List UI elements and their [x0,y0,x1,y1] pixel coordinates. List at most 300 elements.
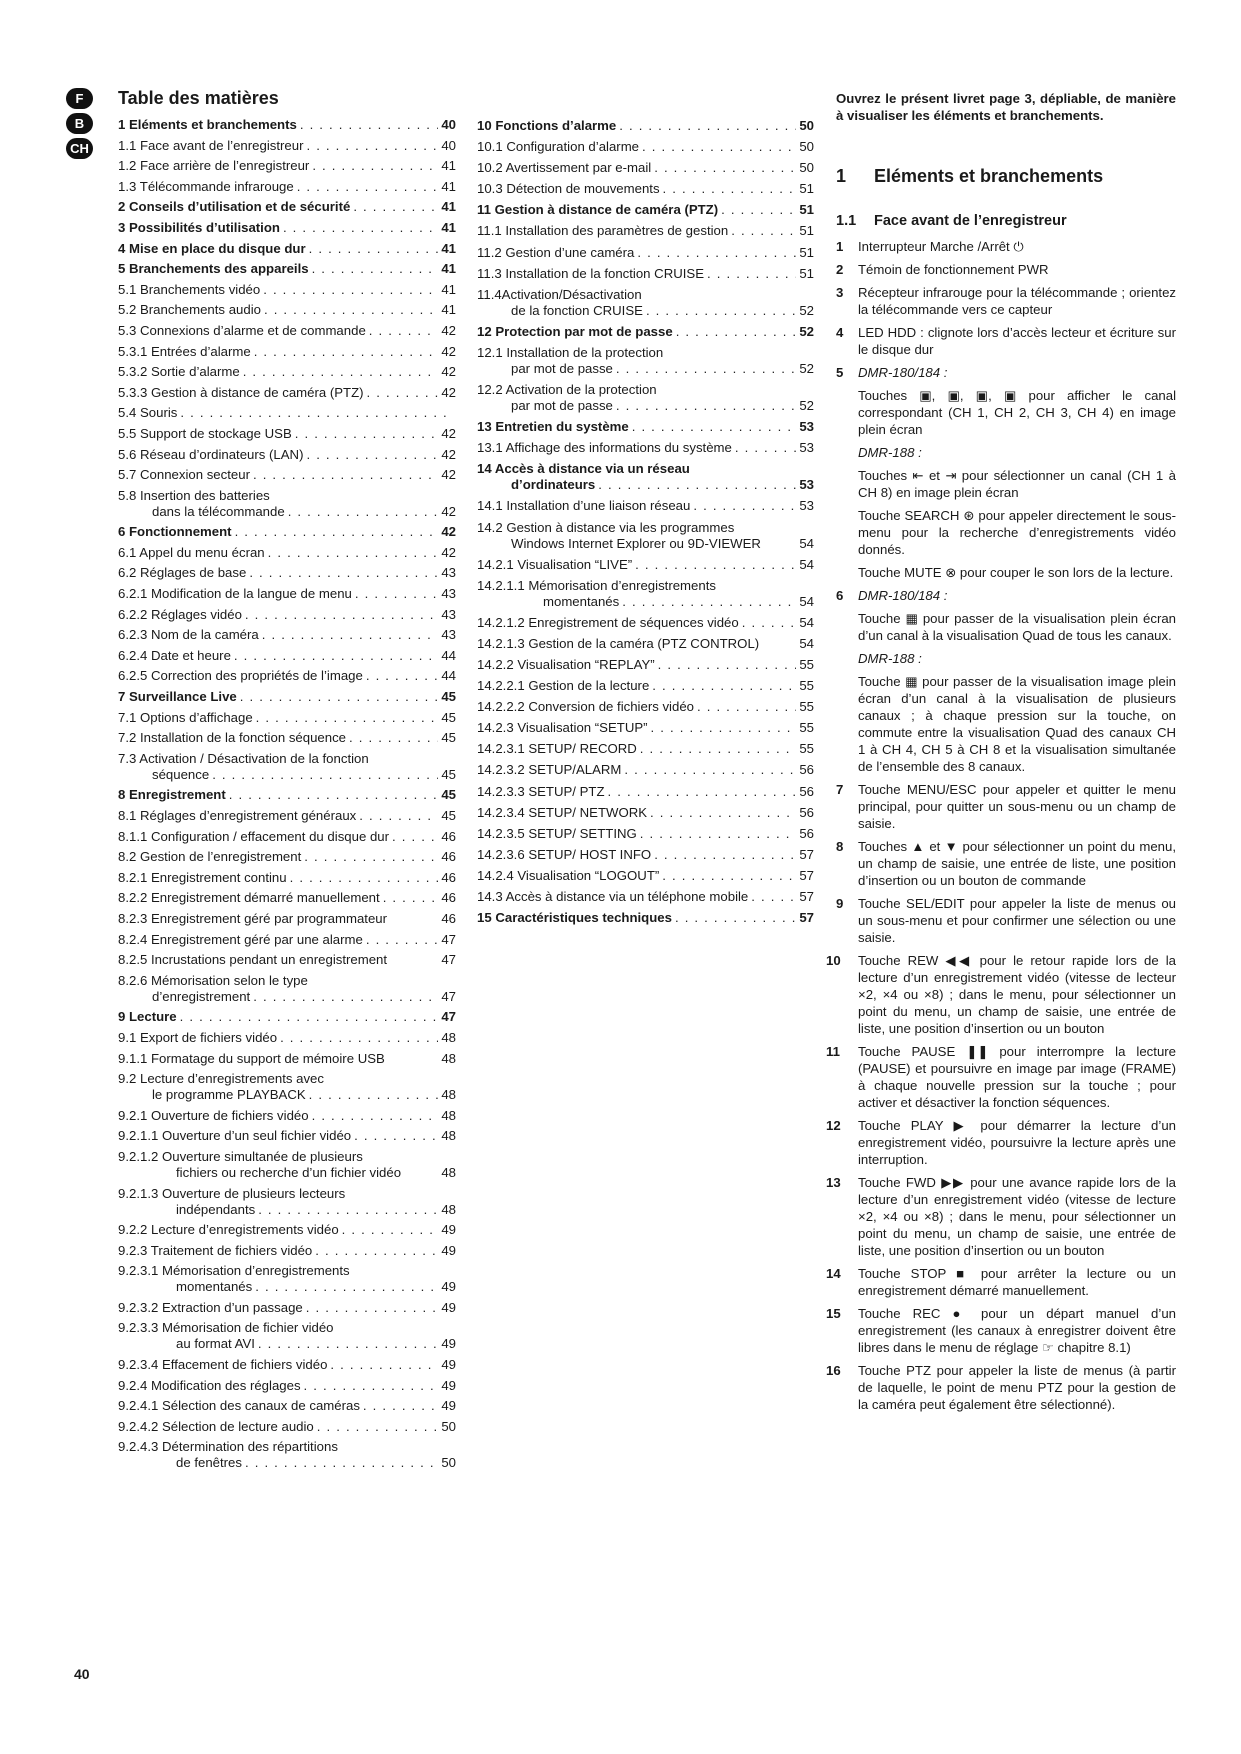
toc-entry-line [118,787,456,803]
toc-entry-page: 49 [441,1377,456,1393]
toc-entry-page: 42 [441,425,456,441]
control-paragraph: DMR-180/184 : [858,588,948,603]
toc-leader-dots [721,202,796,218]
toc-leader-dots [240,689,439,705]
toc-leader-dots [622,594,796,610]
control-paragraph: Touches ⇤ et ⇥ pour sélectionner un canal (CH 1 à CH 8) en image plein écran [858,468,1176,500]
toc-leader-dots [256,710,439,726]
toc-leader-dots [268,545,439,561]
toc-entry [477,287,814,319]
toc-entry-page: 52 [799,302,814,318]
toc-entry-page: 48 [441,1201,456,1217]
toc-entry-page: 49 [441,1336,456,1352]
toc-entry [118,1009,456,1025]
control-description [858,1305,1176,1356]
toc-entry [118,668,456,684]
toc-entry-line [118,1051,456,1067]
toc-entry-text: 9.2.3 Traitement de fichiers vidéo [118,1242,313,1258]
toc-entry-page: 53 [799,477,814,493]
control-description [858,1265,1176,1299]
toc-entry-text: 11 Gestion à distance de caméra (PTZ) [477,202,719,218]
control-number: 3 [836,285,844,300]
toc-entry-text: 4 Mise en place du disque dur [118,240,306,256]
toc-entry-text: 9.2.3.3 Mémorisation de fichier vidéo [118,1320,334,1336]
toc-entry-page: 41 [441,178,456,194]
toc-entry-text: 9.2.4.2 Sélection de lecture audio [118,1418,314,1434]
toc-entry [477,139,814,155]
toc-entry-line [118,504,456,520]
toc-entry-page: 41 [441,261,456,277]
toc-entry-text: 10.1 Configuration d’alarme [477,139,640,155]
toc-entry-line [477,361,814,377]
toc-leader-dots [354,1128,438,1144]
toc-leader-dots [235,524,439,540]
toc-entry-text: 5.3 Connexions d’alarme et de commande [118,322,366,338]
toc-leader-dots [254,344,439,360]
toc-leader-dots [632,419,797,435]
language-badge-b: B [66,113,93,134]
toc-entry [477,440,814,456]
toc-entry [118,1108,456,1124]
toc-leader-dots [637,245,796,261]
toc-entry-text: 14.2.3.1 SETUP/ RECORD [477,741,637,757]
toc-entry-page: 42 [441,467,456,483]
toc-leader-dots [693,498,796,514]
toc-entry-text: 8.2 Gestion de l’enregistrement [118,849,302,865]
toc-entry [477,699,814,715]
toc-entry-page: 57 [799,846,814,862]
toc-entry-page: 43 [441,606,456,622]
toc-entry-text: 8.2.4 Enregistrement géré par une alarme [118,931,363,947]
toc-entry-line [477,398,814,414]
toc-leader-dots [367,385,439,401]
section-column [826,90,1176,1419]
toc-entry [118,199,456,215]
toc-entry-text: 9.2.4 Modification des réglages [118,1377,301,1393]
toc-leader-dots [309,241,439,257]
toc-leader-dots [366,932,438,948]
toc-entry-text: 10.2 Avertissement par e-mail [477,160,652,176]
control-number: 5 [836,365,844,380]
toc-entry-line [118,138,456,154]
toc-entry-line [118,158,456,174]
toc-leader-dots [309,1087,439,1103]
toc-entry-line [477,266,814,282]
toc-entry-line [118,405,456,421]
toc-entry-line [477,557,814,573]
toc-entry-line [118,447,456,463]
toc-entry-line [477,826,814,842]
toc-entry-text: 6.2.2 Réglages vidéo [118,606,242,622]
toc-entry [118,1320,456,1352]
toc-leader-dots [263,282,438,298]
toc-entry-text: séquence [152,766,210,782]
toc-entry-line [118,829,456,845]
toc-entry [118,282,456,298]
toc-entry-text: 14.2.2.1 Gestion de la lecture [477,678,650,694]
control-item [826,1174,1176,1259]
toc-entry-text: 5.3.3 Gestion à distance de caméra (PTZ) [118,384,364,400]
toc-entry-text: 8.2.3 Enregistrement géré par programmateur [118,910,388,926]
toc-entry-page: 51 [799,202,814,218]
toc-entry-text: 9.2.4.1 Sélection des canaux de caméras [118,1398,360,1414]
toc-leader-dots [359,808,438,824]
toc-leader-dots [662,868,796,884]
toc-entry-line [118,1009,456,1025]
toc-entry [118,1398,456,1414]
toc-entry-text: 8 Enregistrement [118,787,226,803]
toc-entry-line [118,261,456,277]
control-item [836,587,1176,775]
toc-entry [477,762,814,778]
toc-entry [118,586,456,602]
section-heading [836,168,1176,185]
toc-entry-text: 6.2 Réglages de base [118,565,247,581]
toc-leader-dots [654,160,796,176]
toc-entry [118,1149,456,1181]
control-item [826,1362,1176,1413]
toc-leader-dots [676,324,797,340]
toc-entry-page: 46 [441,869,456,885]
control-number: 13 [826,1175,841,1190]
toc-entry [477,784,814,800]
toc-entry-page: 53 [799,440,814,456]
toc-entry-page: 51 [799,223,814,239]
toc-entry-text: 9.2.1.1 Ouverture d’un seul fichier vidéo [118,1128,352,1144]
toc-entry-text: par mot de passe [511,398,613,414]
control-description [858,952,1176,1037]
toc-entry-page: 46 [441,828,456,844]
toc-entry-text: 14 Accès à distance via un réseau [477,461,690,477]
toc-entry-text: 5 Branchements des appareils [118,261,309,277]
toc-leader-dots [383,890,439,906]
toc-leader-dots [304,849,438,865]
toc-entry-text: 7.3 Activation / Désactivation de la fonction [118,750,369,766]
toc-entry [118,1071,456,1103]
toc-entry-text: momentanés [543,593,620,609]
toc-entry-text: 14.2.1.1 Mémorisation d’enregistrements [477,577,716,593]
toc-leader-dots [742,615,797,631]
toc-entry-page: 51 [799,244,814,260]
toc-entry [118,1300,456,1316]
toc-leader-dots [675,910,796,926]
toc-leader-dots [608,784,797,800]
toc-leader-dots [234,648,438,664]
control-description [858,238,1176,255]
toc-entry-text: 1.3 Télécommande infrarouge [118,178,294,194]
toc-entry [118,467,456,483]
toc-entry [118,1263,456,1295]
toc-entry-page: 53 [799,419,814,435]
toc-entry-page: 48 [441,1087,456,1103]
toc-entry-page: 55 [799,720,814,736]
control-number: 6 [836,588,844,603]
control-description [858,324,1176,358]
toc-entry-text: 1 Eléments et branchements [118,117,297,132]
toc-entry-text: 13 Entretien du système [477,419,629,435]
toc-leader-dots [640,741,797,757]
toc-entry-text: 11.1 Installation des paramètres de gestion [477,223,729,239]
toc-entry-line [118,767,456,783]
toc-entry-page: 47 [441,1009,456,1025]
toc-entry [118,607,456,623]
toc-entry-page: 41 [441,219,456,235]
toc-entry-line [118,870,456,886]
control-number: 12 [826,1118,841,1133]
toc-entry-line [118,1243,456,1259]
control-item [836,895,1176,946]
toc-entry [477,202,814,218]
toc-entry-line [118,241,456,257]
toc-entry-text: 5.7 Connexion secteur [118,467,250,483]
toc-entry [118,261,456,277]
control-number: 8 [836,839,844,854]
toc-leader-dots [598,477,796,493]
toc-entry [477,324,814,340]
toc-leader-dots [735,440,796,456]
toc-entry-line [118,179,456,195]
toc-entry-page: 50 [441,1455,456,1471]
toc-entry-text: Windows Internet Explorer ou 9D-VIEWER [511,535,761,551]
toc-entry-page: 43 [441,565,456,581]
toc-entry-line [477,720,814,736]
toc-entry [118,344,456,360]
toc-entry-text: 14.2.3.5 SETUP/ SETTING [477,825,637,841]
control-item [826,1265,1176,1299]
toc-entry-page: 54 [799,535,814,551]
control-item [826,952,1176,1037]
toc-entry [477,118,814,134]
toc-entry-text: 14.2.3.6 SETUP/ HOST INFO [477,846,652,862]
language-badges [66,88,94,163]
control-paragraph: Touches ▣, ▣, ▣, ▣ pour afficher le canal correspondant (CH 1, CH 2, CH 3, CH 4) en image plein écran [858,388,1176,437]
toc-entry [477,720,814,736]
toc-leader-dots [353,199,438,215]
toc-leader-dots [369,323,439,339]
control-paragraph: LED HDD : clignote lors d’accès lecteur et écriture sur le disque dur [858,325,1176,357]
toc-entry [118,447,456,463]
toc-entry [477,223,814,239]
toc-entry-page: 47 [441,988,456,1004]
toc-entry-line [477,594,814,610]
toc-entry-text: 5.1 Branchements vidéo [118,281,261,297]
toc-entry [118,158,456,174]
toc-entry [118,364,456,380]
toc-entry-page: 54 [799,556,814,572]
toc-entry-page: 41 [441,199,456,215]
toc-entry-page: 52 [799,360,814,376]
toc-entry-text: de fenêtres [176,1455,242,1471]
toc-leader-dots [635,557,796,573]
toc-entry [118,849,456,865]
toc-entry-page: 54 [799,593,814,609]
toc-entry-page: 45 [441,689,456,705]
toc-entry-line [477,245,814,261]
control-item [836,838,1176,889]
toc-leader-dots [312,261,439,277]
toc-entry-line [477,657,814,673]
toc-entry-line [118,1336,456,1352]
toc-entry [118,241,456,257]
subsection-number: 1.1 [836,213,857,229]
toc-leader-dots [290,870,439,886]
toc-entry-text: 14.2.1.2 Enregistrement de séquences vidéo [477,614,739,630]
toc-entry-text: 9.1 Export de fichiers vidéo [118,1029,278,1045]
toc-entry-page: 43 [441,627,456,643]
toc-leader-dots [180,1009,439,1025]
toc-entry-text: 8.2.1 Enregistrement continu [118,869,287,885]
toc-entry-text: d’enregistrement [152,988,251,1004]
toc-leader-dots [306,1300,439,1316]
toc-entry-line [118,849,456,865]
toc-entry-text: 9.2 Lecture d’enregistrements avec [118,1071,324,1087]
toc-title: Table des matières [118,88,279,108]
toc-entry-line [118,911,456,927]
toc-entry [118,1439,456,1471]
toc-entry-line [118,1378,456,1394]
toc-entry-line [477,181,814,197]
toc-entry-text: 8.2.6 Mémorisation selon le type [118,972,308,988]
control-paragraph: Touche PLAY ▶ pour démarrer la lecture d’un enregistrement vidéo, poursuivre la lecture après une interruption. [858,1118,1176,1167]
toc-entry-text: 9 Lecture [118,1009,177,1025]
toc-entry-page: 52 [799,398,814,414]
toc-entry-line [477,223,814,239]
toc-leader-dots [243,364,439,380]
control-paragraph: Touche FWD ▶▶ pour une avance rapide lors de la lecture d’un enregistrement vidéo (vitesse de lecture ×2, ×4 ou ×8) ; dans le menu, pour sélectionner un point du menu, un champ de saisie, une entrée de liste, une position d’insertion ou un bouton [858,1175,1176,1258]
toc-entry [118,787,456,803]
control-paragraph: Touche REC ● pour un départ manuel d’un enregistrement (les canaux à enregistrer doivent être libres dans le menu de réglage ☞ chapitre 8.1) [858,1306,1176,1355]
toc-entry-line [118,952,456,968]
toc-entry [118,730,456,746]
toc-entry-page: 56 [799,762,814,778]
toc-entry-text: 9.2.3.4 Effacement de fichiers vidéo [118,1357,328,1373]
toc-entry [477,160,814,176]
toc-entry-text: 9.2.1.2 Ouverture simultanée de plusieurs [118,1148,363,1164]
toc-entry-text: 5.8 Insertion des batteries [118,487,270,503]
control-item [836,324,1176,358]
toc-entry-page: 42 [441,343,456,359]
toc-entry-text: 9.2.3.2 Extraction d’un passage [118,1299,303,1315]
toc-leader-dots [342,1222,439,1238]
toc-leader-dots [315,1243,438,1259]
toc-entry [477,889,814,905]
toc-leader-dots [297,179,439,195]
toc-entry-page: 50 [799,160,814,176]
toc-entry-line [118,607,456,623]
toc-leader-dots [651,720,797,736]
toc-entry-text: 2 Conseils d’utilisation et de sécurité [118,199,351,215]
toc-entry-line [118,302,456,318]
toc-entry-page: 42 [441,384,456,400]
toc-entry-text: 5.2 Branchements audio [118,302,261,318]
toc-entry-page: 49 [441,1398,456,1414]
toc-leader-dots [264,302,438,318]
toc-entry-text: 12.2 Activation de la protection [477,382,657,398]
toc-entry-text: 11.3 Installation de la fonction CRUISE [477,265,705,281]
toc-entry-line [118,808,456,824]
toc-leader-dots [652,678,796,694]
toc-entry-text: 7.1 Options d’affichage [118,709,253,725]
subsection-title: Face avant de l’enregistreur [874,213,1067,229]
toc-entry-line [477,784,814,800]
toc-leader-dots [258,1336,438,1352]
toc-entry-line [477,805,814,821]
toc-entry-page: 48 [441,1029,456,1045]
toc-entry-text: fichiers ou recherche d’un fichier vidéo [176,1164,402,1180]
toc-entry-text: 6.2.1 Modification de la langue de menu [118,586,352,602]
toc-entry [477,678,814,694]
toc-entry-page: 42 [441,446,456,462]
toc-entry-line [118,890,456,906]
toc-entry [477,847,814,863]
toc-entry-page: 44 [441,647,456,663]
toc-entry-line [118,1357,456,1373]
toc-leader-dots [751,889,796,905]
toc-entry-page: 45 [441,766,456,782]
toc-entry-line [118,565,456,581]
toc-entry [477,636,814,652]
toc-entry [118,911,456,927]
toc-entry [118,648,456,664]
toc-entry-line [118,323,456,339]
toc-entry-text: 3 Possibilités d’utilisation [118,219,280,235]
toc-entry [118,302,456,318]
control-number: 7 [836,782,844,797]
toc-entry-line [118,282,456,298]
toc-entry [477,461,814,493]
toc-entry-page: 55 [799,678,814,694]
toc-entry-page: 56 [799,825,814,841]
toc-leader-dots [245,607,438,623]
toc-entry-line [477,118,814,134]
toc-entry [477,245,814,261]
toc-leader-dots [306,447,438,463]
toc-entry [118,1243,456,1259]
toc-entry-text: 11.4Activation/Désactivation [477,286,642,302]
toc-leader-dots [646,303,796,319]
control-paragraph: Touche SEL/EDIT pour appeler la liste de menus ou un sous-menu et pour confirmer une sélection ou une saisie. [858,896,1176,945]
section-title: Eléments et branchements [874,166,1104,186]
toc-entry-text: 14.2.3 Visualisation “SETUP” [477,720,648,736]
toc-entry-text: 8.2.5 Incrustations pendant un enregistrement [118,952,388,968]
toc-leader-dots [304,1378,439,1394]
toc-entry [118,870,456,886]
toc-entry-text: par mot de passe [511,360,613,376]
toc-entry [118,808,456,824]
toc-leader-dots [355,586,438,602]
toc-entry-page: 50 [799,118,814,133]
toc-entry-text: le programme PLAYBACK [152,1087,306,1103]
control-description [858,781,1176,832]
toc-entry [477,557,814,573]
toc-entry-page: 54 [799,635,814,651]
toc-entry [477,805,814,821]
toc-entry-line [477,636,814,652]
toc-entry-line [118,1300,456,1316]
toc-entry-text: 14.3 Accès à distance via un téléphone mobile [477,889,749,904]
toc-entry [118,565,456,581]
toc-entry [118,1419,456,1435]
toc-entry-text: 9.2.4.3 Détermination des répartitions [118,1439,338,1455]
toc-entry-line [477,440,814,456]
toc-leader-dots [288,504,439,520]
toc-entry [477,910,814,926]
toc-entry [118,1128,456,1144]
toc-entry-text: 14.2.3.3 SETUP/ PTZ [477,783,605,799]
toc-leader-dots [300,117,438,133]
toc-entry-page: 57 [799,867,814,883]
toc-entry-page: 49 [441,1299,456,1315]
